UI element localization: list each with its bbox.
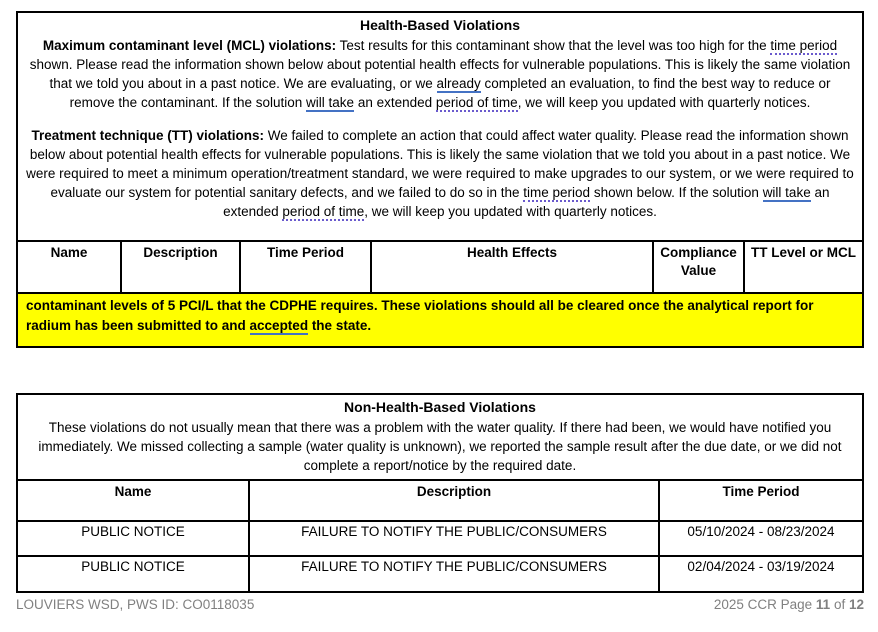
mcl-text-1: Test results for this contaminant show that the level was too high for the [336,38,771,53]
highlighted-continuation-row [18,292,862,346]
violation-name: PUBLIC NOTICE [18,522,250,555]
mcl-text-3: completed an evaluation, to find the best way to reduce or remove the contaminant. If the solution [69,76,831,110]
mcl-spellcheck-period-of-time: period of time [435,95,518,110]
tt-spellcheck-time-period: time period [523,185,591,200]
header-name: Name [18,242,122,292]
mcl-spellcheck-time-period: time period [770,38,838,53]
tt-spellcheck-period-of-time: period of time [282,204,365,219]
mcl-lead: Maximum contaminant level (MCL) violations: [42,38,337,53]
mcl-grammar-will-take: will take [306,95,355,110]
non-health-based-violations-section [16,393,864,593]
footer-of-text: of [830,597,849,612]
highlight-grammar-accepted: accepted [249,318,309,333]
footer-page-prefix: 2025 CCR Page [713,597,816,612]
footer-total-pages: 12 [848,597,864,612]
tt-grammar-will-take: will take [762,185,811,200]
violation-description: FAILURE TO NOTIFY THE PUBLIC/CONSUMERS [250,557,660,591]
header-compliance-value: Compliance Value [654,242,745,292]
header-health-effects: Health Effects [372,242,654,292]
violation-name: PUBLIC NOTICE [18,557,250,591]
violation-description: FAILURE TO NOTIFY THE PUBLIC/CONSUMERS [250,522,660,555]
header-tt-level-or-mcl: TT Level or MCL [750,245,856,260]
nonhealth-section-title: Non-Health-Based Violations [344,399,536,415]
mcl-violations-paragraph [26,36,854,112]
page-footer [16,596,864,613]
table-row [18,520,862,555]
footer-page-indicator [714,596,864,613]
health-intro-text [18,13,862,240]
mcl-text-4: an extended [354,95,436,110]
header-description: Description [250,481,660,520]
health-table-header-row [18,240,862,292]
tt-text-3: an extended [223,185,830,219]
tt-text-2: shown below. If the solution [590,185,763,200]
header-time-period: Time Period [241,242,372,292]
table-row [18,555,862,591]
mcl-text-5: , we will keep you updated with quarterly notices. [517,95,811,110]
highlight-text-1: contaminant levels of 5 PCI/L that the CDPHE requires. These violations should all be cleared once the analytical report for radium has been submitted to and [26,298,814,333]
nonhealth-intro-text [18,395,862,479]
violation-time-period: 05/10/2024 - 08/23/2024 [687,524,835,539]
violation-time-period: 02/04/2024 - 03/19/2024 [687,559,835,574]
tt-lead: Treatment technique (TT) violations: [31,128,264,143]
health-section-title: Health-Based Violations [359,17,520,33]
header-description: Description [122,242,241,292]
tt-text-1: We failed to complete an action that could affect water quality. Please read the information shown below about potential health effects for vulnerable populations. This is likely the same violation that we told you about in a past notice. We were required to meet a minimum operation/treatment standard, we were required to make upgrades to our system, or we were required to evaluate our system for potential sanitary defects, and we failed to do so in the [26,128,854,200]
nonhealth-table-header-row [18,479,862,520]
footer-page-number: 11 [815,597,831,612]
tt-text-4: , we will keep you updated with quarterly notices. [364,204,657,219]
tt-violations-paragraph [26,126,854,221]
health-based-violations-section [16,11,864,348]
header-time-period: Time Period [722,484,800,499]
highlight-text-2: the state. [308,318,372,333]
nonhealth-paragraph: These violations do not usually mean that there was a problem with the water quality. If there had been, we would have notified you immediately. We missed collecting a sample (water quality is unknown), we reported the sample result after the due date, or we did not complete a report/notice by the required date. [38,420,842,473]
mcl-text-2: shown. Please read the information shown below about potential health effects for vulnerable populations. This is likely the same violation that we told you about in a past notice. We are evaluating, or we [29,57,851,91]
footer-system-id: LOUVIERS WSD, PWS ID: CO0118035 [16,597,255,612]
header-name: Name [18,481,250,520]
mcl-grammar-already: already [436,76,481,91]
